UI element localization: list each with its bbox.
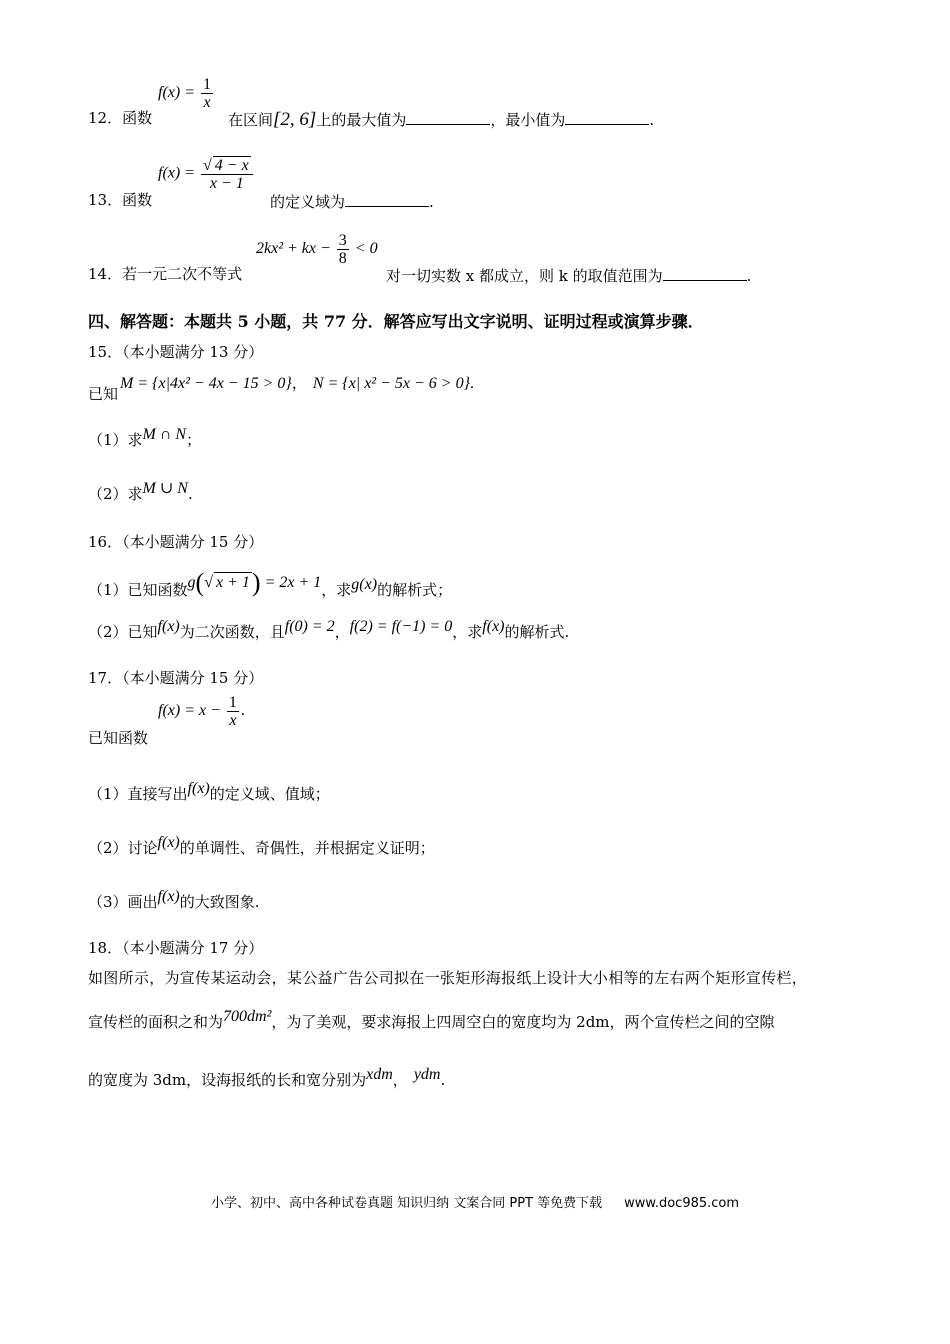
footer-text: 小学、初中、高中各种试卷真题 知识归纳 文案合同 PPT 等免费下载 xyxy=(210,1196,603,1211)
q17-part3 xyxy=(88,888,260,913)
q13-f-lhs: f(x) = xyxy=(158,164,195,182)
q15-header: 15．（本小题满分 13 分） xyxy=(88,343,264,361)
q14-formula xyxy=(256,232,378,267)
q14-ineq-right: < 0 xyxy=(354,240,378,258)
q15-set-m: M = {x|4x² − 4x − 15 > 0} xyxy=(120,375,292,392)
q16-p2-label: （2）已知 xyxy=(88,623,158,641)
q16-p2-mid1: 为二次函数，且 xyxy=(179,623,285,641)
q18-line2 xyxy=(88,1008,775,1033)
q13-number: 13．函数 xyxy=(88,191,153,209)
q15-end: . xyxy=(469,375,474,392)
q13-formula xyxy=(158,156,255,192)
q13-sqrt-body: 4 − x xyxy=(214,157,249,174)
section-4-heading: 四、解答题：本题共 5 小题，共 77 分．解答应写出文字说明、证明过程或演算步骤． xyxy=(88,312,704,331)
q18-y: ydm xyxy=(413,1066,441,1083)
q17-known: 已知函数 xyxy=(88,729,149,747)
q16-p2-mid2: ，求 xyxy=(452,623,483,641)
q15-p2-label: （2）求 xyxy=(88,485,143,503)
q18-end: . xyxy=(440,1071,446,1089)
q13-text xyxy=(270,190,434,212)
q16-p1-end: 的解析式； xyxy=(377,581,453,599)
q13-mid: 的定义域为 xyxy=(270,193,346,211)
q16-p1-rhs: = 2x + 1 xyxy=(264,574,322,591)
q17-p2-end: 的单调性、奇偶性，并根据定义证明； xyxy=(179,839,435,857)
q17-p1-label: （1）直接写出 xyxy=(88,785,188,803)
q15-known: 已知 xyxy=(88,385,119,403)
q18-comma: ， xyxy=(392,1071,408,1089)
q17-p1-fx: f(x) xyxy=(187,780,210,797)
q17-part1 xyxy=(88,780,330,805)
q15-p1-end: ； xyxy=(186,431,202,449)
q14-end: . xyxy=(746,267,752,285)
q16-p1-g: g xyxy=(187,574,196,591)
q15-set-n: N = {x| x² − 5x − 6 > 0} xyxy=(312,375,470,392)
q16-p2-cond2: f(2) = f(−1) = 0 xyxy=(349,618,453,635)
q14-frac-num: 3 xyxy=(338,232,347,249)
q12-number: 12．函数 xyxy=(88,109,153,127)
q16-header: 16．（本小题满分 15 分） xyxy=(88,533,264,551)
q18-x: xdm xyxy=(366,1066,393,1083)
q17-frac-num: 1 xyxy=(228,694,237,711)
q17-p2-fx: f(x) xyxy=(157,834,180,851)
q16-part2 xyxy=(88,618,570,643)
q16-p2-comma: ， xyxy=(334,623,350,641)
q14-blank[interactable] xyxy=(663,264,747,281)
q14-frac-den: 8 xyxy=(338,250,347,267)
q12-interval: [2, 6] xyxy=(273,109,317,130)
footer-url[interactable]: www.doc985.com xyxy=(624,1196,740,1211)
q12-end: . xyxy=(649,111,655,129)
q15-part1 xyxy=(88,426,202,451)
q14-fraction xyxy=(337,232,349,267)
q18-header: 18．（本小题满分 17 分） xyxy=(88,939,264,957)
q17-p3-label: （3）画出 xyxy=(88,893,158,911)
q12-frac-num: 1 xyxy=(203,76,211,93)
q12-text xyxy=(228,108,654,130)
q16-p1-gx: g(x) xyxy=(351,576,378,593)
q12-mid2: 上的最大值为 xyxy=(316,111,407,129)
q15-comma: ， xyxy=(291,374,307,392)
q16-p2-end: 的解析式. xyxy=(504,623,570,641)
q13-frac-num: √ 4 − x xyxy=(201,156,253,175)
q12-blank-max[interactable] xyxy=(406,108,490,125)
q17-p1-end: 的定义域、值域； xyxy=(209,785,330,803)
q14-ineq-left: 2kx² + kx − xyxy=(256,240,331,258)
q17-end: . xyxy=(240,702,245,720)
q12-mid1: 在区间 xyxy=(228,111,274,129)
q17-fraction xyxy=(227,694,239,729)
q15-p1-label: （1）求 xyxy=(88,431,143,449)
q18-line2-b: ，为了美观，要求海报上四周空白的宽度均为 2dm，两个宣传栏之间的空隙 xyxy=(271,1013,775,1031)
q16-p2-fx: f(x) xyxy=(157,618,180,635)
q12-f-lhs: f(x) = xyxy=(158,84,195,102)
q18-line3 xyxy=(88,1066,446,1091)
q13-end: . xyxy=(429,193,434,211)
q17-f-lhs: f(x) = x − xyxy=(158,702,221,720)
q16-part1 xyxy=(88,568,453,601)
q16-p2-cond1: f(0) = 2 xyxy=(284,618,335,635)
page-footer xyxy=(0,1192,950,1211)
q18-line3-a: 的宽度为 3dm，设海报纸的长和宽分别为 xyxy=(88,1071,367,1089)
q17-frac-den: x xyxy=(229,712,237,729)
q12-formula xyxy=(158,76,215,111)
q14-mid: 对一切实数 x 都成立，则 k 的取值范围为 xyxy=(386,267,663,285)
q13-fraction xyxy=(201,156,253,192)
q16-p1-formula: g(√ x + 1) = 2x + 1 xyxy=(187,568,322,597)
q16-p1-mid: ，求 xyxy=(321,581,352,599)
q14-text xyxy=(386,264,751,286)
q15-p2-expr: M ∪ N xyxy=(142,480,188,497)
q16-p1-label: （1）已知函数 xyxy=(88,581,188,599)
q12-frac-den: x xyxy=(203,94,211,111)
q15-p1-expr: M ∩ N xyxy=(142,426,187,443)
q15-p2-end: . xyxy=(187,485,193,503)
q17-formula xyxy=(158,694,245,729)
q13-frac-den: x − 1 xyxy=(209,175,244,192)
question-14 xyxy=(88,264,242,284)
q17-p3-end: 的大致图象. xyxy=(179,893,260,911)
q15-sets xyxy=(120,372,474,393)
q12-fraction xyxy=(201,76,213,111)
q17-header: 17．（本小题满分 15 分） xyxy=(88,669,264,687)
question-13 xyxy=(88,190,152,210)
q18-area: 700dm² xyxy=(223,1008,272,1025)
q17-part2 xyxy=(88,834,435,859)
q12-blank-min[interactable] xyxy=(565,108,649,125)
q12-mid3: ，最小值为 xyxy=(490,111,566,129)
q17-p2-label: （2）讨论 xyxy=(88,839,158,857)
q18-line2-a: 宣传栏的面积之和为 xyxy=(88,1013,224,1031)
q17-p3-fx: f(x) xyxy=(157,888,180,905)
question-12 xyxy=(88,108,152,128)
q16-p2-fx2: f(x) xyxy=(482,618,505,635)
q13-blank[interactable] xyxy=(345,190,429,207)
q15-part2 xyxy=(88,480,193,505)
q14-number: 14．若一元二次不等式 xyxy=(88,265,243,283)
q16-p1-sqrt: x + 1 xyxy=(216,574,250,591)
q18-line1: 如图所示，为宣传某运动会，某公益广告公司拟在一张矩形海报纸上设计大小相等的左右两个矩形宣传栏， xyxy=(88,969,808,987)
